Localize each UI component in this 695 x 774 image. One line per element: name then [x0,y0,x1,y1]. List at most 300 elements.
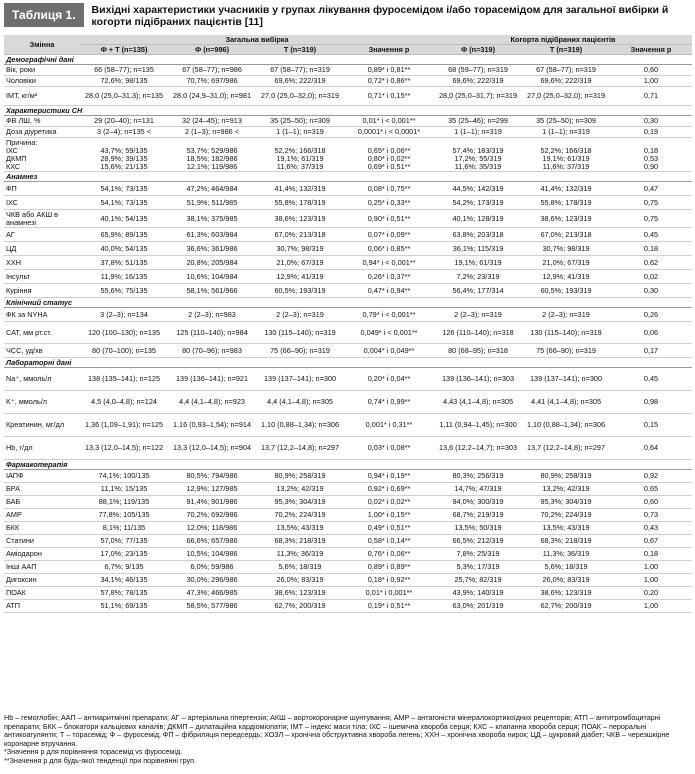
value-cell: 0,17 [610,344,692,358]
table-row [4,561,692,574]
value-cell: 58,5%; 577/986 [168,600,256,613]
value-cell: 8,1%; 11/135 [80,522,168,535]
value-cell: 0,73 [610,509,692,522]
value-cell: 0,049* і < 0,001** [344,322,434,344]
value-cell: 1 (1–1); n=319 [256,127,344,138]
col-header: Ф (n=986) [168,45,256,55]
value-cell: 13,2%; 42/319 [256,483,344,496]
value-cell: 57,8%; 78/135 [80,587,168,600]
value-cell: 10,5%; 104/986 [168,548,256,561]
value-cell: 0,89* і 0,81** [344,65,434,76]
section-row [4,106,692,116]
variable-cell: Інші ААП [4,561,80,574]
value-cell: 13,7 (12,2–14,8); n=297 [256,437,344,460]
value-cell: 74,1%; 100/135 [80,470,168,483]
variable-cell: ЧСС, уд/хв [4,344,80,358]
value-cell: 139 (136–141); n=303 [434,368,522,391]
value-cell: 54,1%; 73/135 [80,182,168,196]
variable-cell: ЧКВ або АКШ в анамнезі [4,210,80,228]
characteristics-table [4,35,692,613]
value-cell: 0,30 [610,116,692,127]
value-cell: 12,0%; 118/986 [168,522,256,535]
value-cell: 88,1%; 119/135 [80,496,168,509]
value-cell: 62,7%; 200/319 [522,600,610,613]
value-cell: 0,18 0,53 0,90 [610,138,692,172]
value-cell: 0,30 [610,284,692,298]
table-row [4,138,692,172]
value-cell: 30,0%; 296/986 [168,574,256,587]
value-cell: 55,8%; 178/319 [522,196,610,210]
value-cell: 80 (70–100); n=135 [80,344,168,358]
value-cell: 52,2%; 166/318 19,1%; 61/319 11,6%; 37/319 [256,138,344,172]
value-cell: 0,94* і < 0,001** [344,256,434,270]
variable-cell: Причина: ІХС ДКМП КХС [4,138,80,172]
value-cell: 11,9%; 16/135 [80,270,168,284]
value-cell: 0,001* і 0,31** [344,414,434,437]
value-cell: 36,6%; 361/986 [168,242,256,256]
value-cell: 47,2%; 464/984 [168,182,256,196]
value-cell: 11,3%; 36/319 [256,548,344,561]
table-row [4,196,692,210]
col-header: Т (n=319) [256,45,344,55]
variable-cell: БРА [4,483,80,496]
value-cell: 0,75 [610,210,692,228]
value-cell: 43,9%; 140/319 [434,587,522,600]
variable-cell: Куріння [4,284,80,298]
value-cell: 94,0%; 300/319 [434,496,522,509]
value-cell: 0,90* і 0,51** [344,210,434,228]
value-cell: 130 (115–140); n=319 [522,322,610,344]
value-cell: 2 (2–3); n=319 [434,308,522,322]
value-cell: 68 (59–77); n=319 [434,65,522,76]
value-cell: 77,8%; 105/135 [80,509,168,522]
variable-cell: Дигоксин [4,574,80,587]
variable-cell: Hb, г/дл [4,437,80,460]
table-row [4,535,692,548]
value-cell: 1,36 (1,09–1,91); n=125 [80,414,168,437]
value-cell: 120 (100–130); n=135 [80,322,168,344]
value-cell: 63,8%; 203/318 [434,228,522,242]
value-cell: 0,26 [610,308,692,322]
value-cell: 0,72* і 0,86** [344,76,434,87]
value-cell: 0,94* і 0,19** [344,470,434,483]
value-cell: 80,5%; 794/986 [168,470,256,483]
value-cell: 4,41 (4,1–4,8); n=305 [522,391,610,414]
section-title: Демографічні дані [4,55,692,65]
value-cell: 13,3 (12,0–14,5); n=122 [80,437,168,460]
value-cell: 75 (66–90); n=319 [256,344,344,358]
value-cell: 26,0%; 83/319 [256,574,344,587]
value-cell: 21,0%; 67/319 [522,256,610,270]
value-cell: 13,5%; 43/319 [256,522,344,535]
variable-cell: АТП [4,600,80,613]
value-cell: 0,25* і 0,33** [344,196,434,210]
variable-cell: ФП [4,182,80,196]
value-cell: 60,5%; 193/319 [522,284,610,298]
value-cell: 51,9%; 511/985 [168,196,256,210]
value-cell: 91,4%; 901/986 [168,496,256,509]
value-cell: 38,6%; 123/319 [256,210,344,228]
value-cell: 30,7%; 98/319 [256,242,344,256]
value-cell: 29 (20–40); n=131 [80,116,168,127]
value-cell: 0,65* і 0,06** 0,80* і 0,02** 0,69* і 0,51** [344,138,434,172]
value-cell: 70,7%; 697/986 [168,76,256,87]
value-cell: 34,1%; 46/135 [80,574,168,587]
value-cell: 69,6%; 222/319 [434,76,522,87]
variable-cell: ІМТ, кг/м² [4,87,80,106]
value-cell: 1 (1–1); n=319 [434,127,522,138]
value-cell: 14,7%; 47/319 [434,483,522,496]
value-cell: 4,4 (4,1–4,8); n=923 [168,391,256,414]
variable-cell: ПОАК [4,587,80,600]
value-cell: 7,8%; 25/319 [434,548,522,561]
table-row [4,522,692,535]
value-cell: 40,1%; 128/319 [434,210,522,228]
value-cell: 17,0%; 23/135 [80,548,168,561]
abbreviations-note: Hb – гемоглобін; ААП – антиаритмічні препарати; АГ – артеріальна гіпертензія; АКШ – аортокоронарне шунтування; АМР – антагоністи мінералокортикоїдних рецепторів; АТП – антитромбоцитарні препарати; БКК – блокатори кальцієвих каналів; ДКМП – дилатаційна кардіоміопатія; ІМТ – індекс маси тіла; ІХС – ішемічна хвороба серця; КХС – клапанна хвороба серця; ПОАК – пероральні антикоагулянти; Т – торасемід; Ф – фуросемід; ФП – фібриляція передсердь; ХОЗЛ – хронічна обструктивна хвороба легень; ХХН – хронічна хвороба нирок; ЦД – цукровий діабет; ЧКВ – черезшкірне коронарне втручання. [4,713,670,748]
value-cell: 35 (25–50); n=309 [256,116,344,127]
value-cell: 0,74* і 0,99** [344,391,434,414]
value-cell: 35 (25–50); n=309 [522,116,610,127]
value-cell: 0,01* і 0,001** [344,587,434,600]
value-cell: 0,62 [610,256,692,270]
value-cell: 43,7%; 59/135 28,9%; 39/135 15,6%; 21/135 [80,138,168,172]
table-row [4,116,692,127]
table-notes [4,714,692,766]
value-cell: 27,0 (25,0–32,0); n=319 [522,87,610,106]
value-cell: 80 (68–95); n=318 [434,344,522,358]
value-cell: 95,3%; 304/319 [522,496,610,509]
table-row [4,587,692,600]
value-cell: 0,08* і 0,75** [344,182,434,196]
variable-cell: ЦД [4,242,80,256]
value-cell: 80,9%; 258/319 [256,470,344,483]
value-cell: 51,1%; 69/135 [80,600,168,613]
table-row [4,548,692,561]
table-row [4,368,692,391]
value-cell: 13,7 (12,2–14,8); n=297 [522,437,610,460]
variable-cell: Na⁺, ммоль/л [4,368,80,391]
value-cell: 80,3%; 256/319 [434,470,522,483]
value-cell: 70,2%; 224/319 [256,509,344,522]
value-cell: 75 (66–90); n=319 [522,344,610,358]
value-cell: 47,3%; 466/985 [168,587,256,600]
value-cell: 55,8%; 178/319 [256,196,344,210]
value-cell: 0,47 [610,182,692,196]
footnote: *Значення р для порівняння торасемід vs фуросемід. [4,747,183,757]
table-title: Вихідні характеристики учасників у групах лікування фуросемідом і/або торасемідом для загальної вибірки й когорти підібраних пацієнтів [11] [91,4,669,28]
value-cell: 0,06* і 0,85** [344,242,434,256]
section-row [4,172,692,182]
variable-cell: Аміодарон [4,548,80,561]
value-cell: 30,7%; 98/319 [522,242,610,256]
section-title: Фармакотерапія [4,460,692,470]
value-cell: 65,9%; 89/135 [80,228,168,242]
value-cell: 0,65 [610,483,692,496]
value-cell: 12,9%; 41/319 [256,270,344,284]
value-cell: 12,9%; 127/985 [168,483,256,496]
value-cell: 80 (70–96); n=983 [168,344,256,358]
value-cell: 0,18* і 0,92** [344,574,434,587]
value-cell: 0,79* і < 0,001** [344,308,434,322]
value-cell: 0,58* і 0,14** [344,535,434,548]
section-row [4,460,692,470]
value-cell: 4,4 (4,1–4,8); n=305 [256,391,344,414]
section-row [4,298,692,308]
value-cell: 0,02* і 0,02** [344,496,434,509]
col-header: Т (n=319) [522,45,610,55]
section-row [4,358,692,368]
variable-cell: Інсульт [4,270,80,284]
value-cell: 28,0 (25,0–31,7); n=319 [434,87,522,106]
value-cell: 62,7%; 200/319 [256,600,344,613]
value-cell: 68,7%; 219/319 [434,509,522,522]
table-row [4,256,692,270]
value-cell: 1,10 (0,88–1,34); n=306 [256,414,344,437]
value-cell: 13,2%; 42/319 [522,483,610,496]
table-row [4,308,692,322]
value-cell: 56,4%; 177/314 [434,284,522,298]
value-cell: 1,00 [610,76,692,87]
variable-cell: ХХН [4,256,80,270]
value-cell: 28,0 (25,0–31,3); n=135 [80,87,168,106]
table-header [0,0,695,35]
value-cell: 138 (135–141); n=125 [80,368,168,391]
variable-cell: БАБ [4,496,80,509]
table-row [4,344,692,358]
table-row [4,391,692,414]
variable-cell: ФВ ЛШ, % [4,116,80,127]
variable-cell: БКК [4,522,80,535]
value-cell: 28,0 (24,9–31,0); n=981 [168,87,256,106]
value-cell: 1 (1–1); n=319 [522,127,610,138]
variable-cell: ФК за NYHA [4,308,80,322]
value-cell: 130 (115–140); n=319 [256,322,344,344]
value-cell: 0,60 [610,496,692,509]
value-cell: 44,5%; 142/319 [434,182,522,196]
table-row [4,284,692,298]
value-cell: 0,71* і 0,15** [344,87,434,106]
value-cell: 40,1%; 54/135 [80,210,168,228]
value-cell: 19,1%; 61/319 [434,256,522,270]
value-cell: 0,45 [610,368,692,391]
value-cell: 10,6%; 104/984 [168,270,256,284]
table-row [4,270,692,284]
table-row [4,182,692,196]
value-cell: 0,92* і 0,69** [344,483,434,496]
value-cell: 11,1%; 15/135 [80,483,168,496]
value-cell: 0,004* і 0,049** [344,344,434,358]
value-cell: 38,6%; 123/319 [522,210,610,228]
table-row [4,127,692,138]
value-cell: 1,16 (0,93–1,54); n=914 [168,414,256,437]
value-cell: 72,6%; 98/135 [80,76,168,87]
value-cell: 20,8%; 205/984 [168,256,256,270]
value-cell: 80,9%; 258/319 [522,470,610,483]
value-cell: 125 (110–140); n=984 [168,322,256,344]
value-cell: 66 (58–77); n=135 [80,65,168,76]
table-row [4,509,692,522]
value-cell: 52,2%; 166/318 19,1%; 61/319 11,6%; 37/319 [522,138,610,172]
value-cell: 38,1%; 375/985 [168,210,256,228]
value-cell: 0,15 [610,414,692,437]
value-cell: 1,00 [610,574,692,587]
value-cell: 0,67 [610,535,692,548]
value-cell: 126 (110–140); n=318 [434,322,522,344]
table-body [4,55,692,613]
variable-cell: Статини [4,535,80,548]
table-row [4,483,692,496]
value-cell: 41,4%; 132/319 [256,182,344,196]
value-cell: 68,3%; 218/319 [522,535,610,548]
value-cell: 54,1%; 73/135 [80,196,168,210]
value-cell: 70,2%; 692/986 [168,509,256,522]
variable-cell: Креатинин, мг/дл [4,414,80,437]
value-cell: 69,6%; 222/319 [522,76,610,87]
value-cell: 1,00* і 0,15** [344,509,434,522]
value-cell: 26,0%; 83/319 [522,574,610,587]
value-cell: 53,7%; 529/986 18,5%; 182/986 12,1%; 119/986 [168,138,256,172]
value-cell: 32 (24–45); n=913 [168,116,256,127]
value-cell: 63,0%; 201/319 [434,600,522,613]
value-cell: 5,6%; 18/319 [256,561,344,574]
value-cell: 27,0 (25,0–32,0); n=319 [256,87,344,106]
section-title: Лабораторні дані [4,358,692,368]
value-cell: 13,3 (12,0–14,5); n=904 [168,437,256,460]
value-cell: 38,6%; 123/319 [256,587,344,600]
value-cell: 139 (137–141); n=300 [522,368,610,391]
value-cell: 139 (137–141); n=300 [256,368,344,391]
value-cell: 1,00 [610,561,692,574]
value-cell: 0,06 [610,322,692,344]
value-cell: 0,60 [610,65,692,76]
value-cell: 139 (136–141); n=921 [168,368,256,391]
value-cell: 2 (2–3); n=319 [256,308,344,322]
value-cell: 60,5%; 193/319 [256,284,344,298]
value-cell: 4,43 (4,1–4,8); n=305 [434,391,522,414]
value-cell: 11,3%; 36/319 [522,548,610,561]
value-cell: 35 (25–46); n=299 [434,116,522,127]
value-cell: 0,71 [610,87,692,106]
value-cell: 0,18 [610,242,692,256]
value-cell: 58,1%; 561/966 [168,284,256,298]
value-cell: 3 (2–3); n=134 [80,308,168,322]
value-cell: 0,19* і 0,51** [344,600,434,613]
value-cell: 13,5%; 50/319 [434,522,522,535]
value-cell: 0,43 [610,522,692,535]
footnote: **Значення р для будь-якої тенденції при порівнянні груп. [4,755,197,765]
value-cell: 0,92 [610,470,692,483]
value-cell: 1,10 (0,88–1,34); n=306 [522,414,610,437]
value-cell: 3 (2–4); n=135 < [80,127,168,138]
table-row [4,574,692,587]
table-row [4,87,692,106]
table-row [4,76,692,87]
value-cell: 0,76* і 0,06** [344,548,434,561]
value-cell: 0,19 [610,127,692,138]
value-cell: 25,7%; 82/319 [434,574,522,587]
value-cell: 0,0001* і < 0,0001* [344,127,434,138]
table-label: Таблиця 1. [4,3,84,27]
col-header: Ф (n=319) [434,45,522,55]
value-cell: 5,6%; 18/319 [522,561,610,574]
value-cell: 7,2%; 23/319 [434,270,522,284]
table-row [4,496,692,509]
value-cell: 13,5%; 43/319 [522,522,610,535]
value-cell: 70,2%; 224/319 [522,509,610,522]
col-header: Ф + Т (n=135) [80,45,168,55]
value-cell: 0,07* і 0,09** [344,228,434,242]
value-cell: 67 (58–77); n=319 [256,65,344,76]
variable-cell: ІАПФ [4,470,80,483]
value-cell: 41,4%; 132/319 [522,182,610,196]
value-cell: 0,26* і 0,37** [344,270,434,284]
value-cell: 57,4%; 183/319 17,2%; 55/319 11,6%; 35/319 [434,138,522,172]
value-cell: 0,98 [610,391,692,414]
value-cell: 0,64 [610,437,692,460]
value-cell: 36,1%; 115/319 [434,242,522,256]
table-row [4,228,692,242]
col-header: Значення р [610,45,692,55]
variable-cell: Доза діуретика [4,127,80,138]
value-cell: 0,20 [610,587,692,600]
value-cell: 21,0%; 67/319 [256,256,344,270]
table-row [4,65,692,76]
table-row [4,470,692,483]
value-cell: 66,5%; 212/319 [434,535,522,548]
value-cell: 6,0%; 59/986 [168,561,256,574]
value-cell: 0,47* і 0,94** [344,284,434,298]
value-cell: 0,18 [610,548,692,561]
value-cell: 40,0%; 54/135 [80,242,168,256]
value-cell: 0,02 [610,270,692,284]
table-row [4,437,692,460]
variable-cell: САТ, мм рт.ст. [4,322,80,344]
value-cell: 67,0%; 213/318 [256,228,344,242]
value-cell: 0,45 [610,228,692,242]
variable-cell: ІХС [4,196,80,210]
value-cell: 2 (1–3); n=986 < [168,127,256,138]
value-cell: 6,7%; 9/135 [80,561,168,574]
value-cell: 0,03* і 0,08** [344,437,434,460]
value-cell: 13,6 (12,2–14,7); n=303 [434,437,522,460]
value-cell: 0,20* і 0,04** [344,368,434,391]
section-title: Анамнез [4,172,692,182]
table-row [4,322,692,344]
table-row [4,414,692,437]
value-cell: 2 (2–3); n=983 [168,308,256,322]
value-cell: 37,8%; 51/135 [80,256,168,270]
value-cell: 38,6%; 123/319 [522,587,610,600]
group-general: Загальна вибірка [80,35,434,45]
value-cell: 54,2%; 173/319 [434,196,522,210]
value-cell: 67 (58–77); n=986 [168,65,256,76]
value-cell: 1,00 [610,600,692,613]
variable-cell: Вік, роки [4,65,80,76]
table-row [4,210,692,228]
value-cell: 55,6%; 75/135 [80,284,168,298]
value-cell: 67,0%; 213/318 [522,228,610,242]
section-title: Клінічний статус [4,298,692,308]
value-cell: 95,3%; 304/319 [256,496,344,509]
variable-cell: АГ [4,228,80,242]
value-cell: 12,9%; 41/319 [522,270,610,284]
variable-cell: K⁺, ммоль/л [4,391,80,414]
value-cell: 1,11 (0,94–1,45); n=300 [434,414,522,437]
variable-cell: АМР [4,509,80,522]
value-cell: 66,6%; 657/986 [168,535,256,548]
section-row [4,55,692,65]
